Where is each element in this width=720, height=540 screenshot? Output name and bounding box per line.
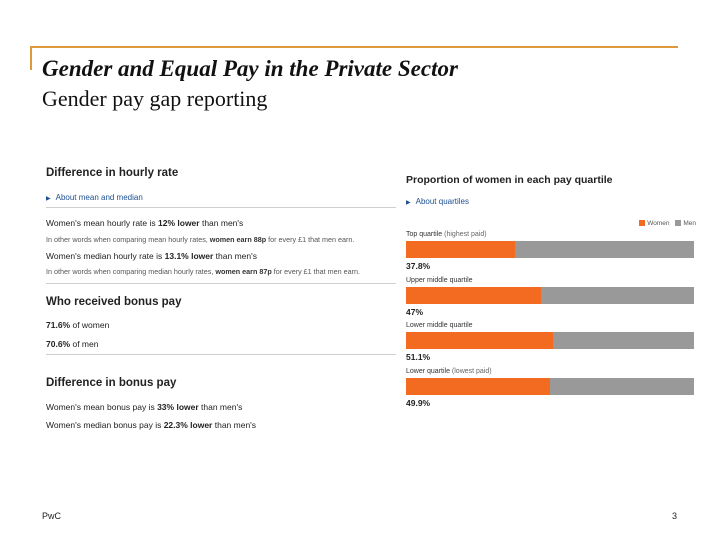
quartile-value-label: 49.9% [406,398,431,408]
chart-legend [635,220,696,227]
mean-hourly-detail: In other words when comparing mean hourly rates, women earn 88p for every £1 that men earn. [46,235,355,244]
quartile-bar-men [406,241,694,258]
divider [46,207,396,208]
about-mean-median-link[interactable] [46,193,143,202]
divider [46,354,396,355]
divider [46,283,396,284]
median-bonus-statement: Women's median bonus pay is 22.3% lower than men's [46,420,257,430]
quartile-bar-men [406,378,694,395]
about-mean-median-label: About mean and median [55,193,143,202]
quartile-label: Lower middle quartile [406,322,473,329]
quartile-bar-women [406,378,550,395]
frame-top-rule [30,46,678,48]
quartile-label: Top quartile (highest paid) [406,231,487,238]
mean-hourly-statement: Women's mean hourly rate is 12% lower than men's [46,218,244,228]
quartile-label: Lower quartile (lowest paid) [406,368,492,375]
expand-triangle-icon: ▶ [406,200,411,206]
bonus-received-heading: Who received bonus pay [46,296,182,308]
quartile-bar-women [406,241,515,258]
quartile-bar-women [406,332,553,349]
legend-women-swatch [639,220,645,226]
pay-quartile-panel [406,170,696,410]
legend-men-swatch [675,220,681,226]
about-quartiles-link[interactable] [406,197,469,206]
median-hourly-statement: Women's median hourly rate is 13.1% lower than men's [46,251,257,261]
slide-subtitle: Gender pay gap reporting [42,86,268,111]
bonus-women-stat: 71.6% of women [46,320,110,330]
quartile-bar-men [406,287,694,304]
quartile-value-label: 51.1% [406,352,431,362]
hourly-bonus-panel [46,160,396,430]
pay-quartile-heading: Proportion of women in each pay quartile [406,174,613,186]
footer-brand: PwC [42,511,62,521]
quartile-bar-men [406,332,694,349]
slide-title: Gender and Equal Pay in the Private Sector [42,56,458,81]
expand-triangle-icon: ▶ [46,196,51,202]
bonus-men-stat: 70.6% of men [46,339,99,349]
quartile-label: Upper middle quartile [406,277,473,284]
median-hourly-detail: In other words when comparing median hourly rates, women earn 87p for every £1 that men earn. [46,267,361,276]
hourly-rate-heading: Difference in hourly rate [46,167,179,179]
frame-left-rule [30,46,32,70]
quartile-value-label: 37.8% [406,261,431,271]
quartile-value-label: 47% [406,307,424,317]
about-quartiles-label: About quartiles [415,197,469,206]
quartile-bar-women [406,287,541,304]
legend-women-label: Women [647,220,670,227]
legend-men-label: Men [683,220,696,227]
bonus-difference-heading: Difference in bonus pay [46,377,177,389]
page-number: 3 [672,511,678,521]
mean-bonus-statement: Women's mean bonus pay is 33% lower than men's [46,402,243,412]
